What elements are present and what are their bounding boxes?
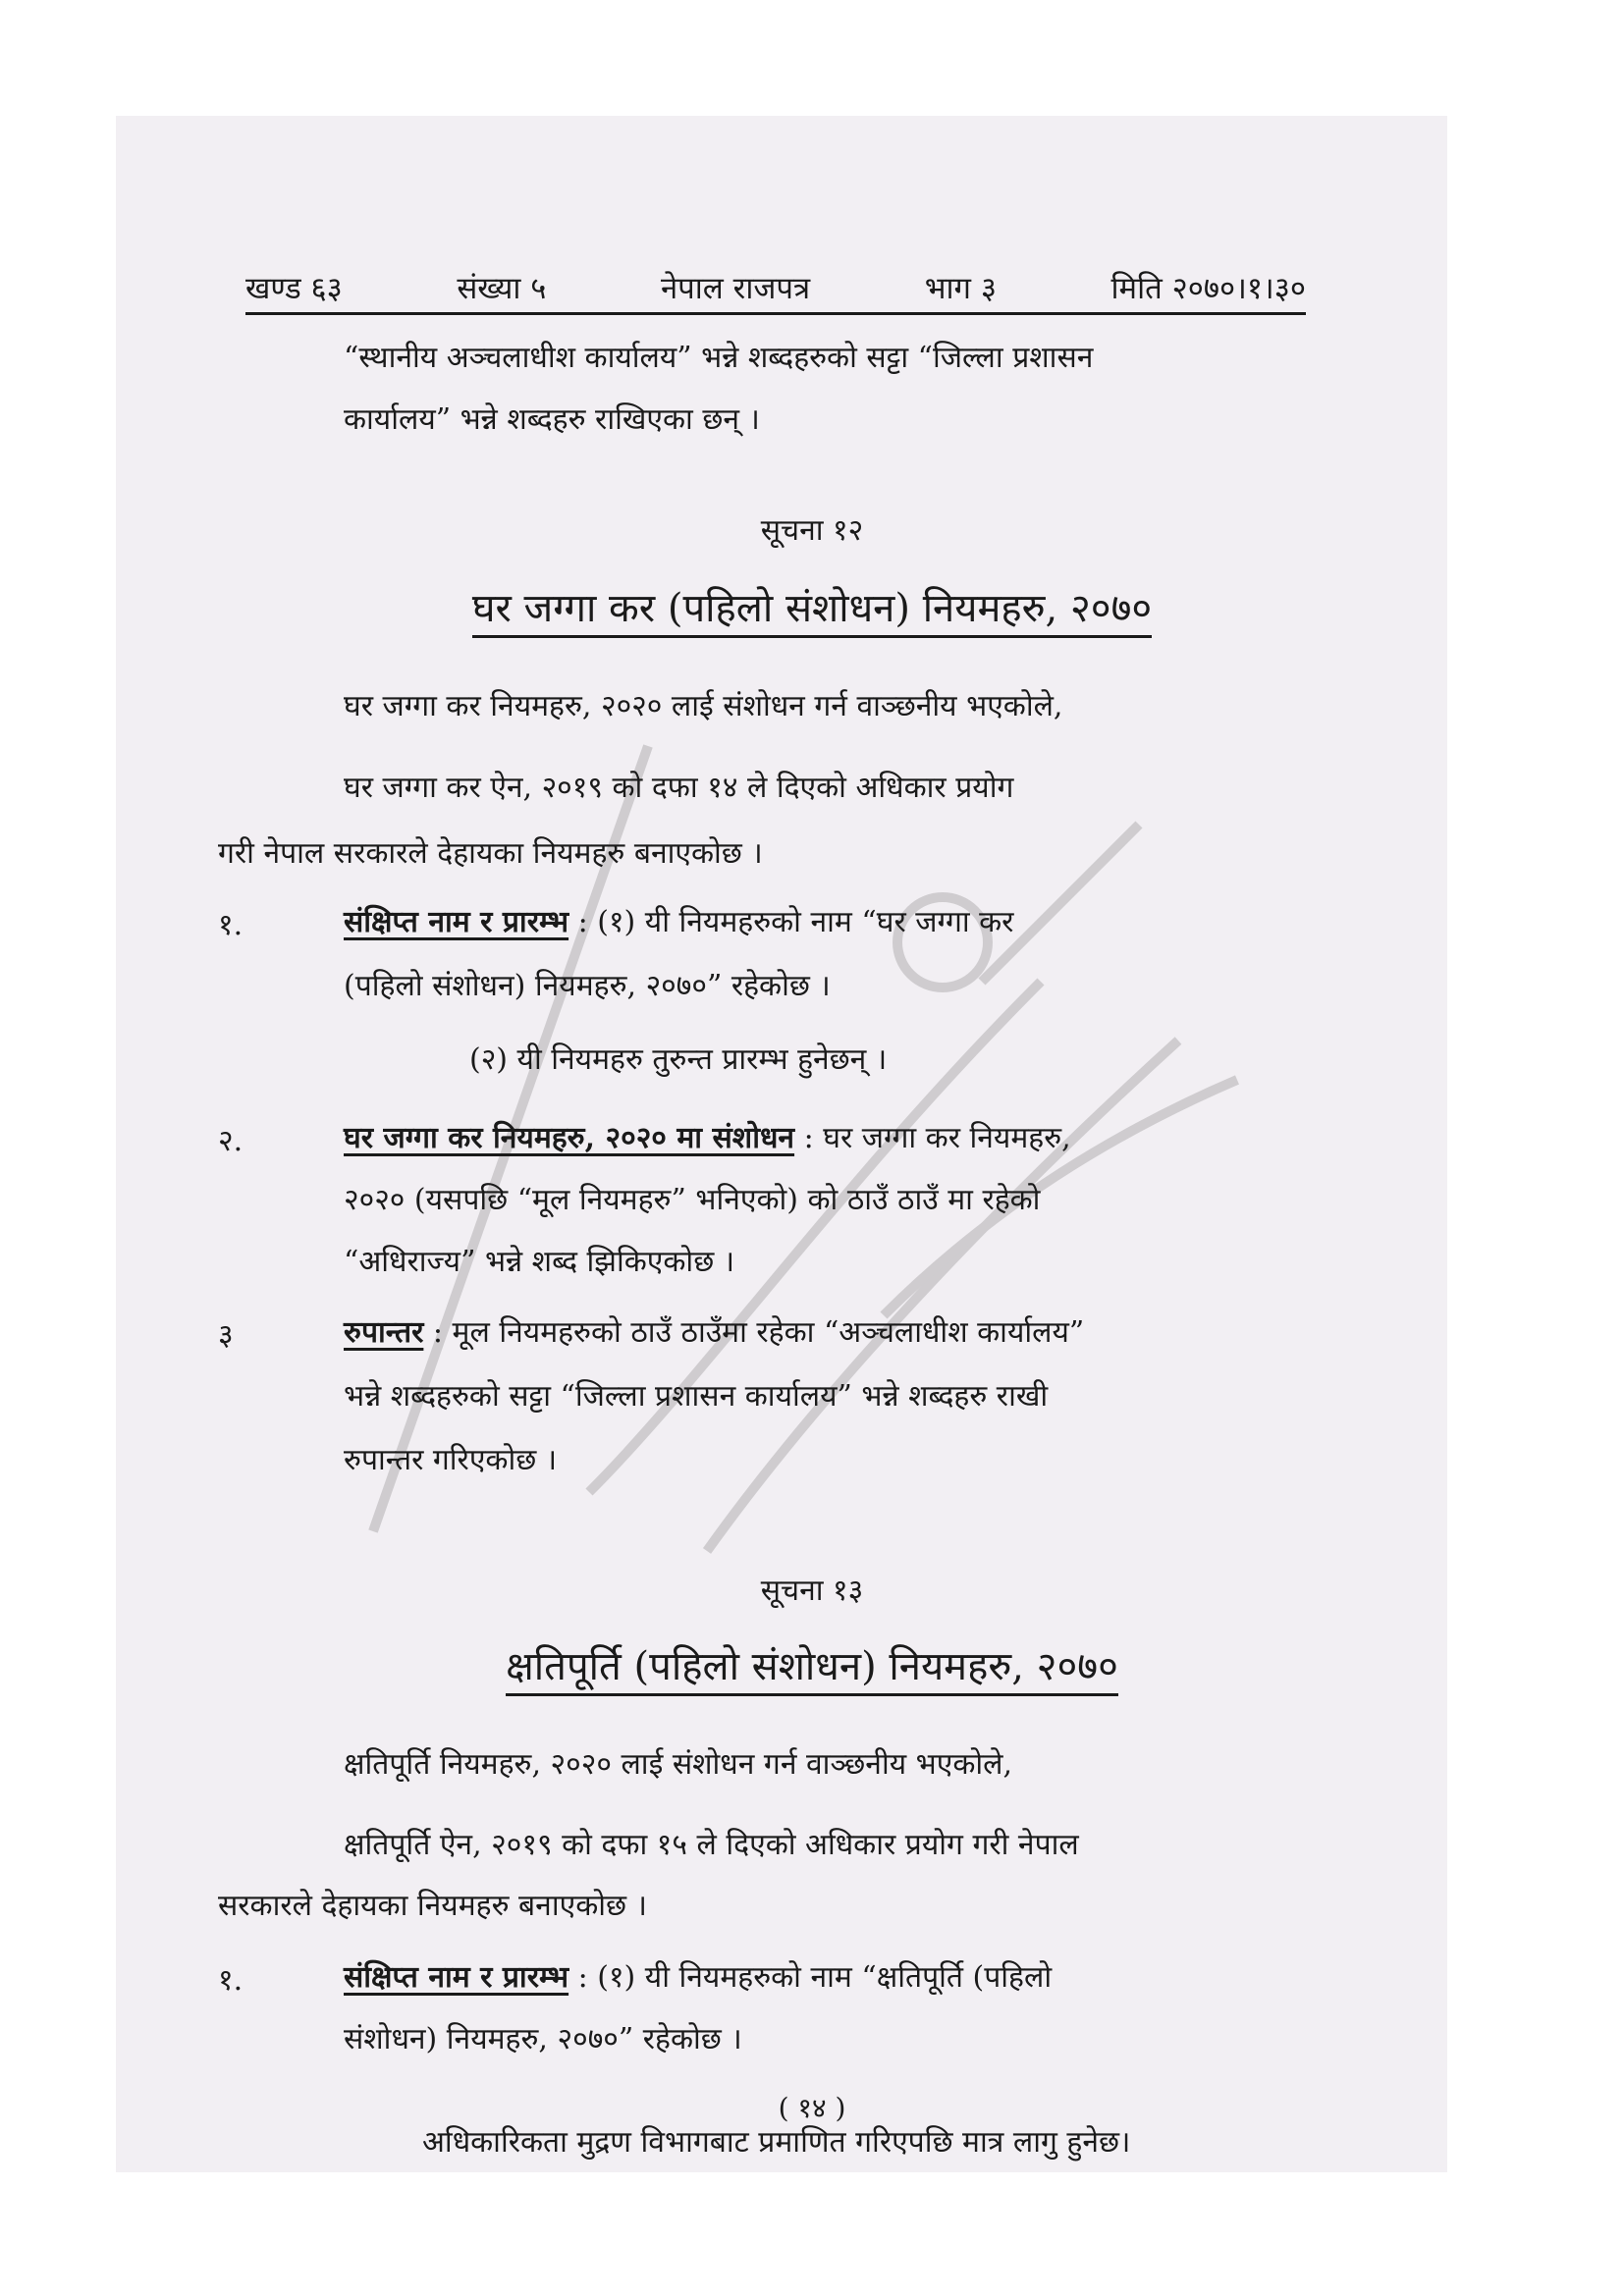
- notice-13-rule-1-number: १.: [218, 1963, 244, 1998]
- rule-3-text-1: : मूल नियमहरुको ठाउँ ठाउँमा रहेका “अञ्चलाधीश कार्यालय”: [423, 1315, 1085, 1350]
- rule-1-line-3: (२) यी नियमहरु तुरुन्त प्रारम्भ हुनेछन् ।: [469, 1042, 888, 1077]
- notice-12-preamble-2a: घर जग्गा कर ऐन, २०१९ को दफा १४ ले दिएको अधिकार प्रयोग: [344, 771, 1014, 805]
- header-volume: खण्ड ६३: [245, 271, 343, 306]
- notice-13-title: [0, 1637, 1624, 1691]
- rule-3-line-2: भन्ने शब्दहरुको सट्टा “जिल्ला प्रशासन कार्यालय” भन्ने शब्दहरु राखी: [344, 1379, 1049, 1414]
- notice-13-rule-1-text-1: : (१) यी नियमहरुको नाम “क्षतिपूर्ति (पहिलो: [568, 1960, 1053, 1995]
- notice-13-rule-1-line-1: [344, 1958, 1052, 1998]
- notice-12-title: [0, 579, 1624, 633]
- rule-2-line-1: [344, 1119, 1071, 1158]
- page-number: ( १४ ): [778, 2092, 846, 2124]
- rule-2-heading: घर जग्गा कर नियमहरु, २०२० मा संशोधन: [344, 1121, 795, 1155]
- notice-13-rule-1-line-2: संशोधन) नियमहरु, २०७०” रहेकोछ ।: [344, 2022, 742, 2056]
- rule-1-line-2: (पहिलो संशोधन) नियमहरु, २०७०” रहेकोछ ।: [344, 969, 831, 1003]
- header-part: भाग ३: [924, 271, 997, 306]
- notice-13-preamble-2b: सरकारले देहायका नियमहरु बनाएकोछ ।: [218, 1889, 647, 1923]
- rule-2-text-1: : घर जग्गा कर नियमहरु,: [794, 1121, 1071, 1155]
- rule-1-line-1: [344, 903, 1013, 942]
- intro-line-2: कार्यालय” भन्ने शब्दहरु राखिएका छन् ।: [344, 402, 760, 437]
- notice-13-rule-1-heading: संक्षिप्त नाम र प्रारम्भ: [344, 1960, 569, 1995]
- notice-13-preamble-1: क्षतिपूर्ति नियमहरु, २०२० लाई संशोधन गर्न वाञ्छनीय भएकोले,: [344, 1747, 1013, 1782]
- header-date: मिति २०७०।१।३०: [1110, 271, 1306, 306]
- rule-1-heading: संक्षिप्त नाम र प्रारम्भ: [344, 905, 569, 939]
- notice-13-label: सूचना १३: [760, 1574, 864, 1608]
- rule-3-line-3: रुपान्तर गरिएकोछ ।: [344, 1443, 558, 1477]
- rule-2-line-3: “अधिराज्य” भन्ने शब्द झिकिएकोछ ।: [344, 1245, 735, 1279]
- rule-3-number: ३: [218, 1318, 234, 1353]
- footer-authentication-note: अधिकारिकता मुद्रण विभागबाट प्रमाणित गरिएपछि मात्र लागु हुनेछ।: [422, 2125, 1131, 2160]
- notice-12-preamble-2b: गरी नेपाल सरकारले देहायका नियमहरु बनाएकोछ ।: [218, 836, 763, 871]
- notice-13-title-text: क्षतिपूर्ति (पहिलो संशोधन) नियमहरु, २०७०: [506, 1644, 1118, 1696]
- rule-2-number: २.: [218, 1124, 244, 1158]
- rule-3-line-1: [344, 1313, 1084, 1353]
- notice-13-preamble-2a: क्षतिपूर्ति ऐन, २०१९ को दफा १५ ले दिएको अधिकार प्रयोग गरी नेपाल: [344, 1828, 1079, 1862]
- gazette-header: [245, 267, 1306, 315]
- rule-1-text-1: : (१) यी नियमहरुको नाम “घर जग्गा कर: [568, 905, 1014, 939]
- rule-2-line-2: २०२० (यसपछि “मूल नियमहरु” भनिएको) को ठाउँ ठाउँ मा रहेको: [344, 1183, 1041, 1217]
- header-number: संख्या ५: [457, 271, 547, 306]
- rule-3-heading: रुपान्तर: [344, 1315, 424, 1350]
- notice-12-preamble-1: घर जग्गा कर नियमहरु, २०२० लाई संशोधन गर्न वाञ्छनीय भएकोले,: [344, 689, 1063, 723]
- notice-12-label: सूचना १२: [760, 513, 864, 548]
- notice-12-title-text: घर जग्गा कर (पहिलो संशोधन) नियमहरु, २०७०: [472, 586, 1152, 638]
- rule-1-number: १.: [218, 908, 244, 942]
- intro-line-1: “स्थानीय अञ्चलाधीश कार्यालय” भन्ने शब्दहरुको सट्टा “जिल्ला प्रशासन: [344, 341, 1094, 375]
- header-publication: नेपाल राजपत्र: [660, 271, 811, 306]
